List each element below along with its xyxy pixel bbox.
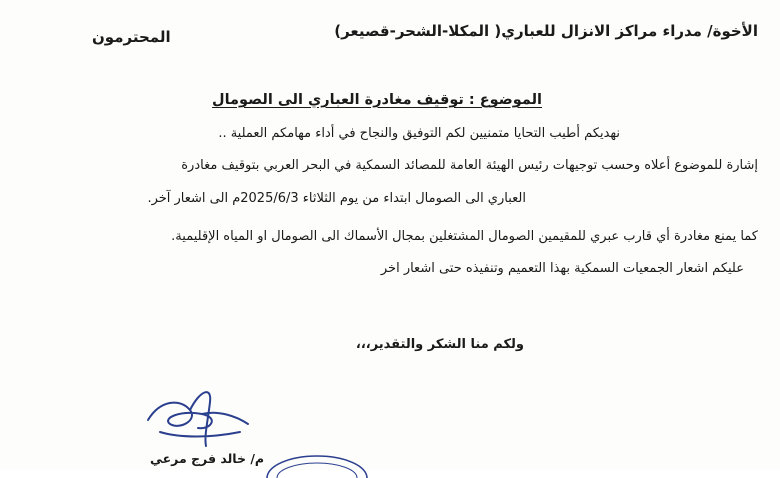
paragraph-line-4: عليكم اشعار الجمعيات السمكية بهذا التعميم وتنفيذه حتى اشعار اخر [380,261,744,276]
subject-line: الموضوع : توقيف مغادرة العباري الى الصومال [212,92,542,108]
official-stamp [262,448,372,478]
greeting-line: نهديكم أطيب التحايا متمنيين لكم التوفيق والنجاح في أداء مهامكم العملية .. [218,126,620,141]
closing-line: ولكم منا الشكر والتقدير،،، [355,337,524,352]
salutation: المحترمون [92,28,171,46]
paragraph-line-1: إشارة للموضوع أعلاه وحسب توجيهات رئيس الهيئة العامة للمصائد السمكية في البحر العربي بتوقيف مغادرة [181,158,758,173]
paragraph-line-2: العباري الى الصومال ابتداء من يوم الثلاثاء 2025/6/3م الى اشعار آخر. [147,191,526,206]
addressee-line: الأخوة/ مدراء مراكز الانزال للعباري( المكلا-الشحر-قصيعر) [334,22,758,40]
signature-scribble [140,380,260,452]
paragraph-line-3: كما يمنع مغادرة أي قارب عبري للمقيمين الصومال المشتغلين بمجال الأسماك الى الصومال او المياه الإقليمية. [171,229,758,244]
signer-name: م/ خالد فرج مرعي [150,451,265,466]
